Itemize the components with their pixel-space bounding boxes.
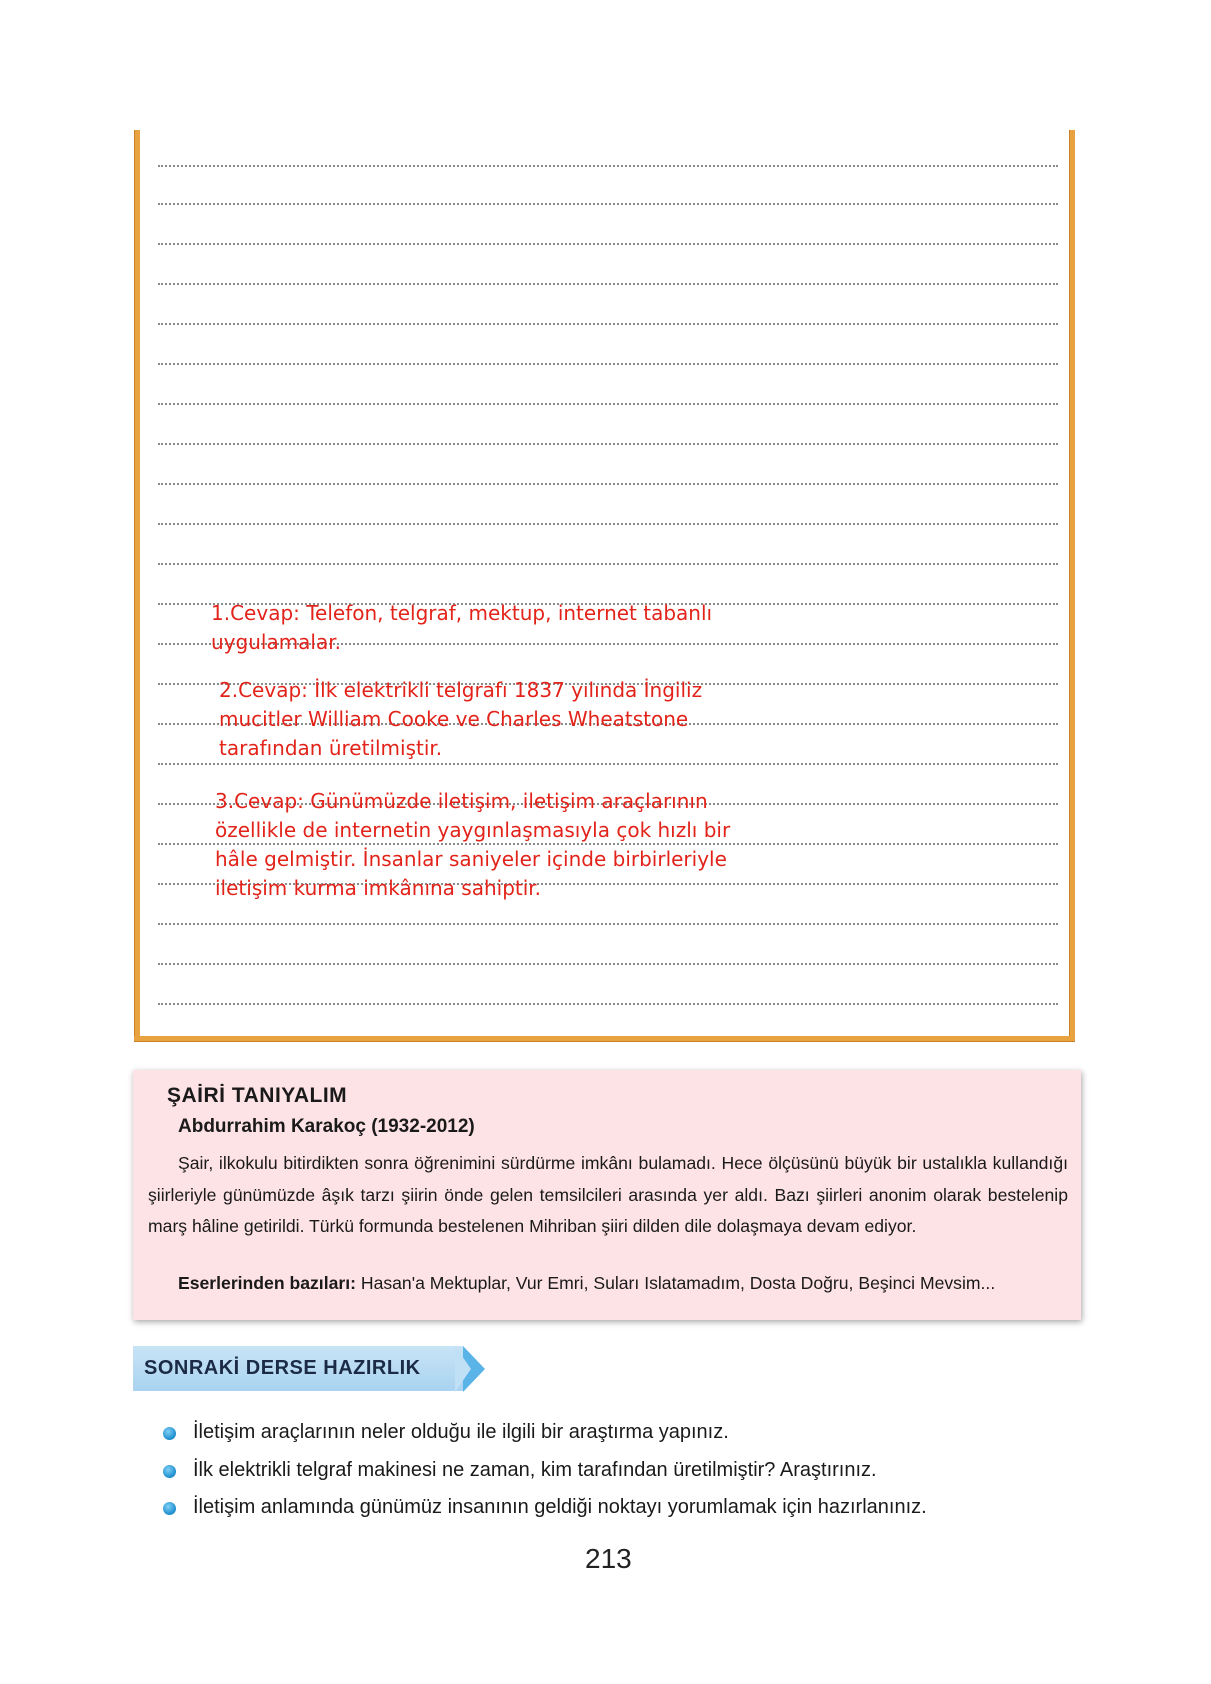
writing-line [158, 563, 1058, 565]
poet-info-box [133, 1070, 1081, 1320]
task-item: İlk elektrikli telgraf makinesi ne zaman, kim tarafından üretilmiştir? Araştırınız. [193, 1459, 877, 1481]
answer-writing-box [134, 130, 1075, 1042]
next-lesson-title: SONRAKİ DERSE HAZIRLIK [144, 1357, 421, 1379]
poet-works-label: Eserlerinden bazıları: [178, 1273, 356, 1293]
answer-3: 3.Cevap: Günümüzde iletişim, iletişim araçlarının özellikle de internetin yaygınlaşmasıyla çok hızlı bir hâle gelmiştir. İnsanlar saniyeler içinde birbirleriyle iletişim kurma imkânına sahiptir. [215, 789, 731, 900]
page-number: 213 [585, 1543, 632, 1574]
writing-line [158, 403, 1058, 405]
writing-line [158, 283, 1058, 285]
task-item: İletişim araçlarının neler olduğu ile ilgili bir araştırma yapınız. [193, 1421, 729, 1443]
poet-name: Abdurrahim Karakoç (1932-2012) [178, 1116, 475, 1137]
writing-line [158, 763, 1058, 765]
writing-line [158, 1003, 1058, 1005]
writing-line [158, 165, 1058, 167]
banner-arrow-inner [455, 1346, 471, 1392]
writing-line [158, 923, 1058, 925]
bullet-icon [163, 1427, 176, 1440]
poet-section-title: ŞAİRİ TANIYALIM [167, 1084, 348, 1107]
box-border-left [134, 130, 140, 1042]
answer-2: 2.Cevap: İlk elektrikli telgrafı 1837 yılında İngiliz mucitler William Cooke ve Charles Wheatstone tarafından üretilmiştir. [219, 678, 703, 760]
writing-line [158, 243, 1058, 245]
writing-line [158, 963, 1058, 965]
box-border-bottom [134, 1036, 1075, 1042]
writing-line [158, 203, 1058, 205]
writing-line [158, 483, 1058, 485]
writing-line [158, 323, 1058, 325]
writing-line [158, 443, 1058, 445]
bullet-icon [163, 1502, 176, 1515]
poet-works-list: Hasan'a Mektuplar, Vur Emri, Suları Islatamadım, Dosta Doğru, Beşinci Mevsim... [360, 1273, 996, 1293]
poet-works [178, 1273, 995, 1294]
bullet-icon [163, 1465, 176, 1478]
poet-biography: Şair, ilkokulu bitirdikten sonra öğrenimini sürdürme imkânı bulamadı. Hece ölçüsünü büyük bir ustalıkla kullandığı şiirleriyle günümüzde âşık tarzı şiirin önde gelen temsilcileri arasında yer aldı. Bazı şiirleri anonim olarak bestelenip marş hâline getirildi. Türkü formunda bestelenen Mihriban şiiri dilden dile dolaşmaya devam ediyor. [148, 1153, 1068, 1236]
writing-line [158, 363, 1058, 365]
answer-1: 1.Cevap: Telefon, telgraf, mektup, internet tabanlı uygulamalar. [211, 601, 713, 654]
writing-line [158, 523, 1058, 525]
task-item: İletişim anlamında günümüz insanının geldiği noktayı yorumlamak için hazırlanınız. [193, 1496, 927, 1518]
box-border-right [1069, 130, 1075, 1042]
